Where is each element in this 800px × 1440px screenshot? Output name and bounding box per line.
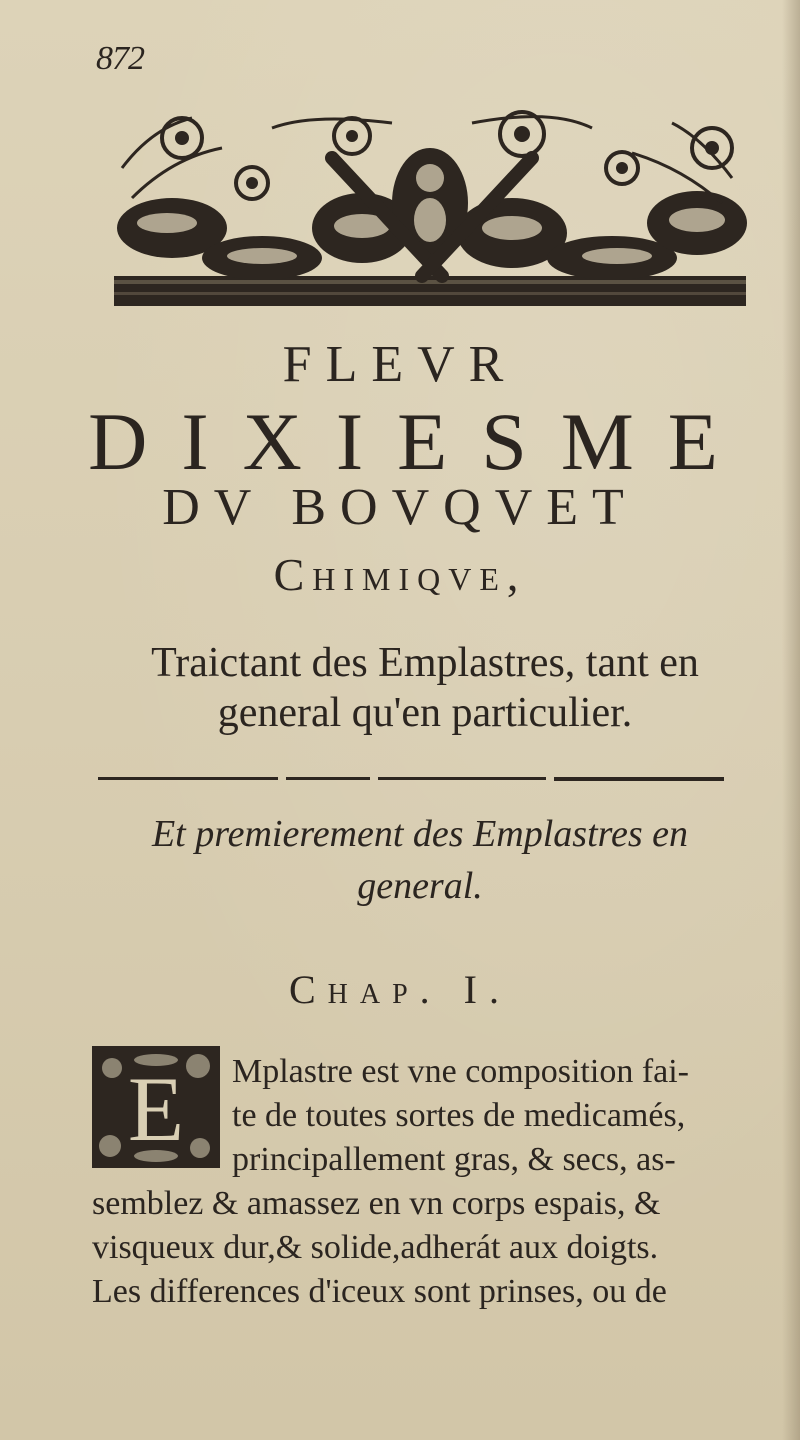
title-chimique: Chimiqve, — [273, 549, 527, 600]
divider-rule — [98, 775, 724, 781]
ornamental-dropcap-icon — [92, 1046, 220, 1168]
page-number: 872 — [96, 40, 144, 77]
chapter-heading: Chap. I. — [288, 967, 511, 1012]
body-line-6: Les differences d'iceux sont prinses, ou de — [92, 1273, 667, 1310]
body-line-1: Mplastre est vne composition fai- — [232, 1053, 690, 1090]
body-line-3: principallement gras, & secs, as- — [232, 1141, 676, 1178]
page-edge-shadow — [782, 0, 800, 1440]
svg-text:E: E — [127, 1058, 185, 1160]
body-line-4: semblez & amassez en vn corps espais, & — [92, 1185, 661, 1222]
section-intro: Et premierement des Emplastres en general. — [151, 813, 689, 907]
title-du-bouquet: DV BOVQVET — [162, 479, 638, 536]
body-line-5: visqueux dur,& solide,adherát aux doigts. — [92, 1229, 659, 1266]
floral-headpiece-icon — [112, 108, 748, 314]
title-flevr: FLEVR — [282, 336, 518, 393]
title-dixiesme: DIXIESME — [88, 396, 752, 487]
body-line-2: te de toutes sortes de medicamés, — [232, 1097, 686, 1134]
subtitle: Traictant des Emplastres, tant en general qu'en particulier. — [151, 640, 699, 736]
